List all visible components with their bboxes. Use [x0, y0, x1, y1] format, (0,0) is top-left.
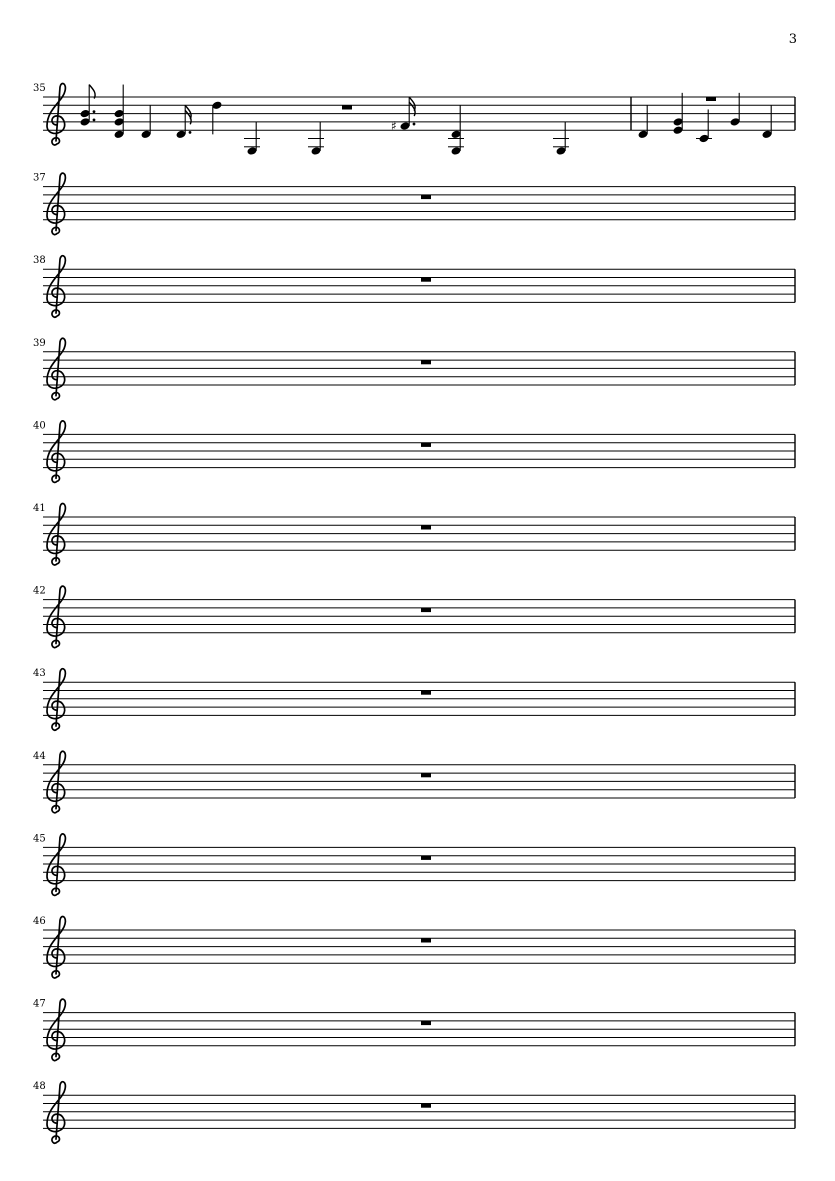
measure-number: 41 — [33, 503, 46, 514]
treble-clef-icon — [47, 338, 65, 399]
whole-rest — [421, 691, 431, 695]
whole-rest — [421, 360, 431, 364]
note-flag — [89, 85, 95, 99]
augmentation-dot — [413, 123, 416, 126]
treble-clef-icon — [47, 669, 65, 730]
whole-rest — [421, 773, 431, 777]
augmentation-dot — [189, 131, 192, 134]
treble-clef-icon — [47, 421, 65, 482]
treble-clef-icon — [47, 256, 65, 317]
treble-clef-icon — [47, 84, 65, 145]
treble-clef-icon — [47, 917, 65, 978]
measure-number: 39 — [33, 337, 46, 349]
rest — [706, 97, 716, 101]
measure-number: 40 — [33, 420, 46, 432]
whole-rest — [421, 938, 431, 942]
whole-rest — [421, 443, 431, 447]
augmentation-dot — [93, 119, 96, 122]
measure-number: 42 — [33, 585, 46, 597]
whole-rest — [421, 195, 431, 199]
whole-rest — [421, 1104, 431, 1108]
measure-number: 43 — [33, 668, 46, 680]
whole-rest — [421, 608, 431, 612]
whole-rest — [421, 278, 431, 282]
treble-clef-icon — [47, 999, 65, 1060]
page-number: 3 — [788, 32, 797, 47]
measure-number: 48 — [33, 1081, 46, 1093]
treble-clef-icon — [47, 751, 65, 812]
augmentation-dot — [93, 110, 96, 113]
treble-clef-icon — [47, 504, 65, 565]
treble-clef-icon — [47, 834, 65, 895]
treble-clef-icon — [47, 586, 65, 647]
measure-number: 45 — [33, 833, 46, 845]
measure-number: 35 — [33, 83, 46, 94]
sharp-accidental: ♯ — [391, 119, 397, 134]
treble-clef-icon — [47, 1082, 65, 1143]
whole-rest — [342, 105, 352, 109]
measure-number: 44 — [33, 750, 46, 762]
measure-number: 37 — [33, 172, 46, 184]
whole-rest — [421, 525, 431, 529]
measure-number: 47 — [33, 998, 46, 1010]
whole-rest — [421, 1021, 431, 1025]
measure-number: 38 — [33, 255, 46, 267]
treble-clef-icon — [47, 173, 65, 234]
measure-number: 46 — [33, 916, 46, 927]
whole-rest — [421, 856, 431, 860]
